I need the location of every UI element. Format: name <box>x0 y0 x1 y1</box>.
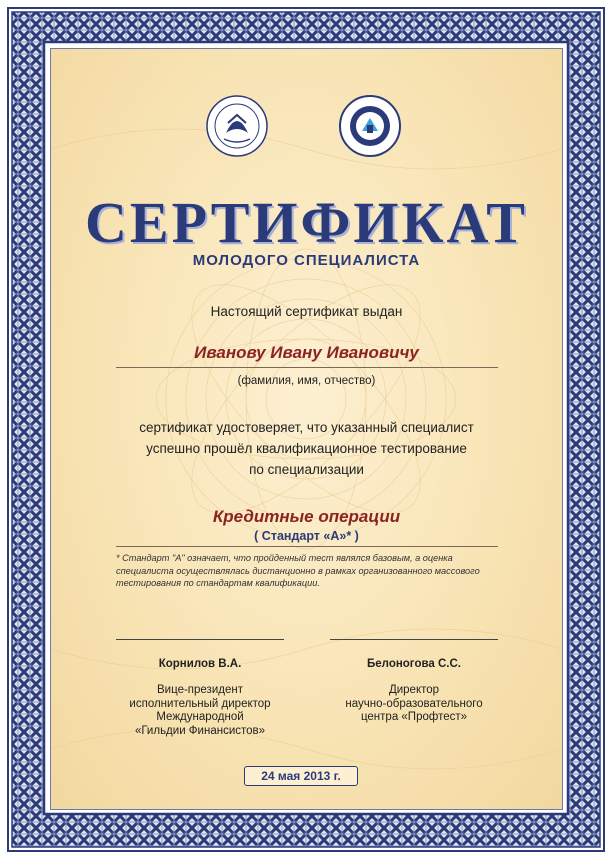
role-line: «Гильдии Финансистов» <box>134 724 266 737</box>
role-line: исполнительный директор <box>129 697 271 710</box>
specialization-standard: ( Стандарт «А»* ) <box>254 529 359 543</box>
recipient-name: Иванову Ивану Ивановичу <box>194 343 419 362</box>
role-line: Директор <box>388 684 440 696</box>
divider <box>116 546 498 547</box>
footnote: * Стандарт "А" означает, что пройденный тест являлся базовым, а оценка специалиста осуществлялась дистанционно в рамках организованного массового тестирования по стандартам квалификации. <box>116 553 480 588</box>
signatory-name: Белоногова С.С. <box>367 658 461 670</box>
signatory-role <box>100 684 300 738</box>
statement-line: успешно прошёл квалификационное тестирование <box>146 441 467 456</box>
specialization-name: Кредитные операции <box>212 507 401 526</box>
role-line: Международной <box>156 711 244 723</box>
guild-seal-icon <box>206 95 268 157</box>
proftest-emblem-icon <box>339 95 401 157</box>
role-line: центра «Профтест» <box>360 711 468 723</box>
recipient-caption: (фамилия, имя, отчество) <box>237 375 376 387</box>
certificate-title: СЕРТИФИКАТ <box>85 190 528 255</box>
statement-line: сертификат удостоверяет, что указанный специалист <box>139 420 474 435</box>
signatory-name: Корнилов В.А. <box>158 658 242 670</box>
role-line: Вице-президент <box>157 684 243 696</box>
signatory-role <box>314 684 514 725</box>
statement-text <box>51 417 562 480</box>
issue-date: 24 мая 2013 г. <box>244 766 358 786</box>
statement-line: по специализации <box>249 462 364 477</box>
certificate-body <box>50 48 563 810</box>
intro-text: Настоящий сертификат выдан <box>210 304 403 319</box>
role-line: научно-образовательного <box>345 697 483 710</box>
signature-line <box>116 639 284 640</box>
certificate-subtitle: МОЛОДОГО СПЕЦИАЛИСТА <box>192 252 421 269</box>
divider <box>116 367 498 368</box>
signature-line <box>330 639 498 640</box>
